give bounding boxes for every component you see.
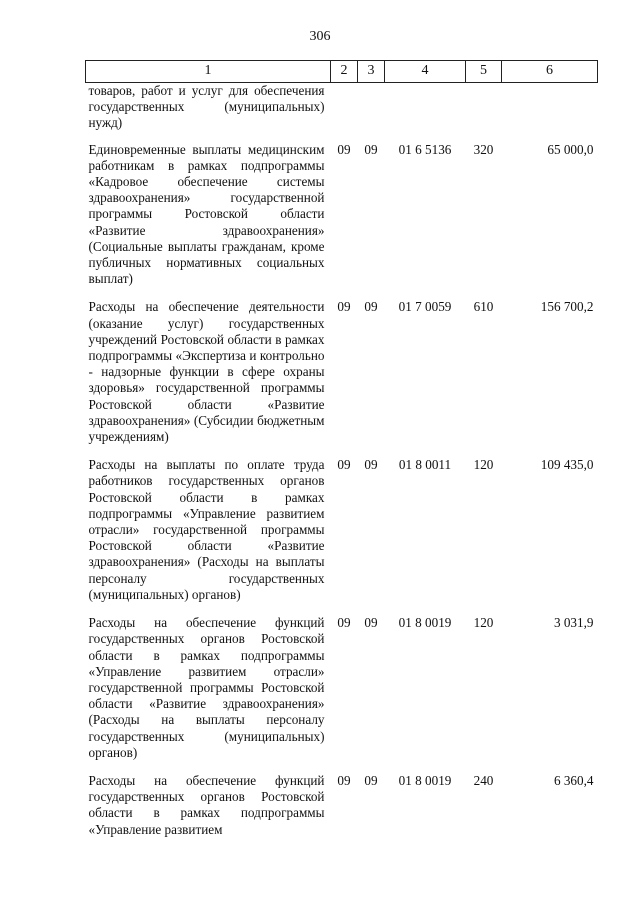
- row-expense-type: 610: [473, 299, 494, 315]
- table-row: [86, 615, 598, 773]
- row-expense-type: 240: [473, 772, 494, 788]
- row-subsection: 09: [364, 299, 378, 315]
- row-expense-type: 120: [473, 615, 494, 631]
- row-amount: 65 000,0: [547, 141, 594, 157]
- table-row: [86, 142, 598, 300]
- row-subsection: 09: [364, 141, 378, 157]
- row-description: Расходы на обеспечение деятельности (оказание услуг) государственных учреждений Ростовской области в рамках подпрограммы «Экспертиза и контрольно - надзорные функции в сфере охраны здоровья» государственной программы Ростовской области «Развитие здравоохранения» (Субсидии бюджетным учреждениям): [88, 299, 325, 445]
- row-subsection: [358, 83, 385, 142]
- row-description: Расходы на обеспечение функций государственных органов Ростовской области в рамках подпрограммы «Управление развитием отрасли» государственной программы Ростовской области «Развитие здравоохранения» (Расходы на выплаты персоналу государственных (муниципальных) органов): [88, 615, 325, 760]
- page-number: 306: [309, 29, 331, 44]
- table-row: [86, 457, 598, 615]
- row-section: 09: [337, 615, 351, 631]
- row-description: Расходы на выплаты по оплате труда работников государственных органов Ростовской области в рамках подпрограммы «Управление развитием отрасли» государственной программы Ростовской области «Развитие здравоохранения» (Расходы на выплаты персоналу государственных (муниципальных) органов): [88, 457, 325, 602]
- row-target-code: 01 7 0059: [398, 299, 452, 315]
- row-section: 09: [337, 457, 351, 473]
- row-target-code: 01 8 0019: [398, 615, 452, 631]
- row-section: 09: [337, 141, 351, 157]
- table-row: [86, 83, 598, 142]
- row-section: 09: [337, 299, 351, 315]
- row-amount: 3 031,9: [553, 615, 594, 631]
- row-amount: [502, 83, 598, 142]
- row-target-code: 01 8 0019: [398, 772, 452, 788]
- row-description: товаров, работ и услуг для обеспечения государственных (муниципальных) нужд): [88, 83, 325, 131]
- table-row: [86, 773, 598, 850]
- row-expense-type: 120: [473, 457, 494, 473]
- row-amount: 6 360,4: [553, 772, 594, 788]
- row-subsection: 09: [364, 615, 378, 631]
- row-target-code: [385, 83, 466, 142]
- row-subsection: 09: [364, 772, 378, 788]
- row-target-code: 01 8 0011: [398, 457, 452, 473]
- table-row: [86, 299, 598, 457]
- budget-table: [85, 60, 598, 850]
- row-expense-type: [466, 83, 502, 142]
- row-amount: 156 700,2: [540, 299, 594, 315]
- row-amount: 109 435,0: [540, 457, 594, 473]
- row-expense-type: 320: [473, 141, 494, 157]
- header-col-5: 5: [466, 61, 502, 83]
- table-header-row: [86, 61, 598, 83]
- header-col-2: 2: [331, 61, 358, 83]
- header-col-1: 1: [86, 61, 331, 83]
- header-col-3: 3: [358, 61, 385, 83]
- row-section: 09: [337, 772, 351, 788]
- row-description: Единовременные выплаты медицинским работникам в рамках подпрограммы «Кадровое обеспечение системы здравоохранения» государственной программы Ростовской области «Развитие здравоохранения» (Социальные выплаты гражданам, кроме публичных нормативных социальных выплат): [88, 141, 325, 287]
- header-col-6: 6: [502, 61, 598, 83]
- row-section: [331, 83, 358, 142]
- row-subsection: 09: [364, 457, 378, 473]
- row-target-code: 01 6 5136: [398, 141, 452, 157]
- header-col-4: 4: [385, 61, 466, 83]
- row-description: Расходы на обеспечение функций государственных органов Ростовской области в рамках подпрограммы «Управление развитием: [88, 772, 325, 837]
